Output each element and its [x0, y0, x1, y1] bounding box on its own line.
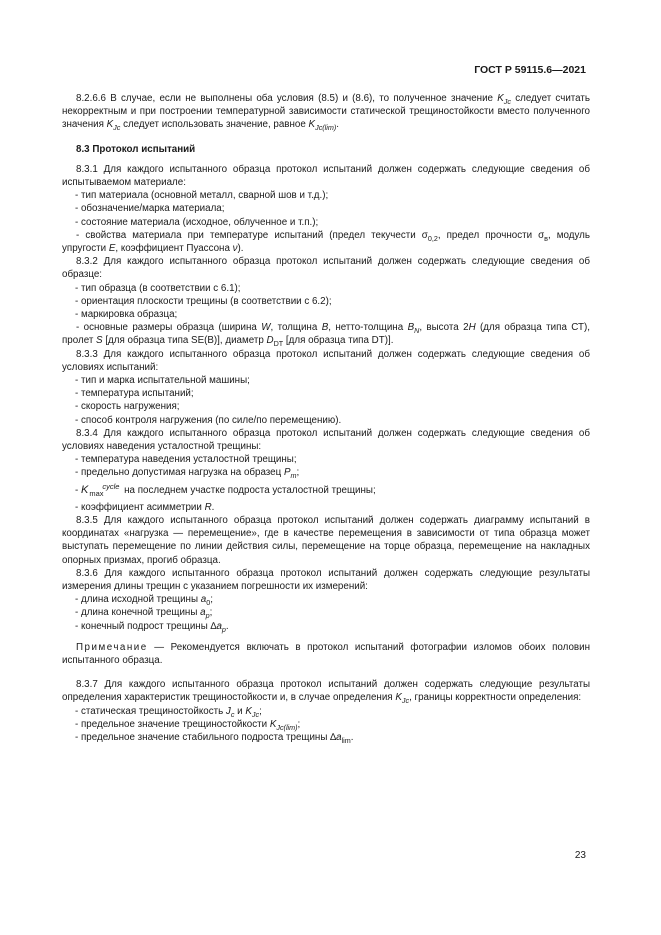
list-item: - тип и марка испытательной машины;	[75, 375, 250, 387]
list-item: - тип образца (в соответствии с 6.1);	[75, 282, 241, 294]
note: Примечание — Рекомендуется включать в протокол испытаний фотографии изломов обоих половин испытанного образца.	[62, 641, 590, 666]
list-item: - свойства материала при температуре испытаний (предел текучести $\sigma_{0,2}$, предел прочности $\sigma_в$, модуль упругости E, коэффициент Пуассона ν).	[62, 229, 590, 255]
page-number: 23	[574, 850, 586, 861]
paragraph-8-3-4: 8.3.4 Для каждого испытанного образца протокол испытаний должен содержать следующие сведения об условиях наведения усталостной трещины:	[62, 427, 590, 453]
list-item: - температура наведения усталостной трещины;	[75, 454, 297, 466]
list-item: - тип материала (основной металл, сварной шов и т.д.);	[75, 190, 329, 202]
document-body	[62, 92, 590, 744]
list-item: - статическая трещиностойкость $J_c$ и $K_{Jc}$;	[75, 705, 262, 719]
paragraph-8-2-6-6: 8.2.6.6 В случае, если не выполнены оба условия (8.5) и (8.6), то полученное значение $K_{Jc}$ следует считать некорректным и при построении температурной зависимости статической трещиностойкости вместо полученного значения $K_{Jc}$ следует использовать значение, равное $K_{Jc(lim)}$.	[62, 93, 590, 133]
list-item: - длина конечной трещины $a_p$;	[75, 607, 213, 621]
list-item: - маркировка образца;	[75, 309, 178, 321]
list-item: - основные размеры образца (ширина W, толщина B, нетто-толщина $B_N$, высота 2H (для образца типа СТ), пролет S [для образца типа SE(B)], диаметр $D_{DT}$ [для образца типа DT)].	[62, 322, 591, 349]
paragraph-8-3-5: 8.3.5 Для каждого испытанного образца протокол испытаний должен содержать диаграмму испытаний в координатах «нагрузка — перемещение», где в качестве перемещения в зависимости от типа образца может выступать перемещение по линии действия силы, перемещение на торце образца, перемещение на накладных опорных призмах, прогиб образца.	[62, 514, 590, 566]
list-item: - конечный подрост трещины $\Delta a_p$.	[75, 620, 229, 634]
list-item: - коэффициент асимметрии R.	[75, 501, 215, 513]
list-item: - температура испытаний;	[75, 388, 194, 400]
paragraph-8-3-3: 8.3.3 Для каждого испытанного образца протокол испытаний должен содержать следующие сведения об условиях испытаний:	[62, 348, 590, 373]
list-item: - ориентация плоскости трещины (в соответствии с 6.2);	[75, 295, 332, 307]
standard-header: ГОСТ Р 59115.6—2021	[474, 64, 586, 76]
list-item: - способ контроля нагружения (по силе/по перемещению).	[75, 414, 342, 426]
paragraph-8-3-1: 8.3.1 Для каждого испытанного образца протокол испытаний должен содержать следующие сведения об испытываемом материале:	[62, 163, 590, 189]
list-item: - состояние материала (исходное, облученное и т.п.);	[75, 216, 319, 228]
paragraph-8-3-7: 8.3.7 Для каждого испытанного образца протокол испытаний должен содержать следующие результаты определения характеристик трещиностойкости и, в случае определения $K_{Jc}$, границы корректности определения:	[62, 679, 590, 706]
list-item: - длина исходной трещины $a_0$;	[75, 594, 213, 608]
paragraph-8-3-6: 8.3.6 Для каждого испытанного образца протокол испытаний должен содержать следующие результаты измерения длины трещин с указанием погрешности их измерений:	[62, 567, 590, 592]
paragraph-8-3-2: 8.3.2 Для каждого испытанного образца протокол испытаний должен содержать следующие сведения об образце:	[62, 256, 590, 281]
list-item: - скорость нагружения;	[75, 401, 180, 413]
list-item: - предельное значение стабильного подроста трещины $\Delta a_{lim}$.	[75, 731, 354, 745]
note-label: Примечание	[76, 641, 148, 653]
list-item: - предельное значение трещиностойкости $K_{Jc(lim)}$;	[75, 718, 301, 732]
list-item: - обозначение/марка материала;	[75, 203, 225, 215]
section-title-8-3: 8.3 Протокол испытаний	[76, 143, 196, 155]
list-item: - K cycle max на последнем участке подроста усталостной трещины;	[75, 481, 376, 499]
list-item: - предельно допустимая нагрузка на образец $P_m$;	[75, 467, 300, 481]
